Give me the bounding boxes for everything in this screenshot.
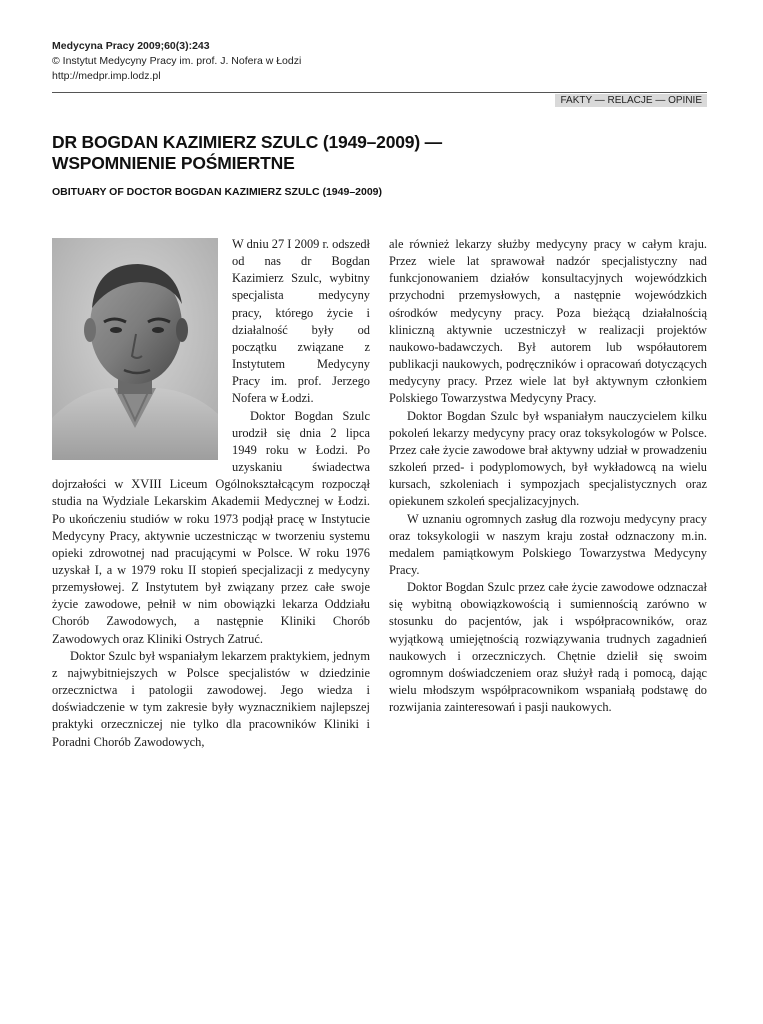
paragraph-1: W dniu 27 I 2009 r. odszedł od nas dr Bogdan Kazimierz Szulc, wybitny specjalista medycyny pracy, którego życie i działalność były od początku związane z Instytutem Medycyny Pracy im. prof. Jerzego Nofera w Łodzi. [232, 237, 370, 406]
header-rule [52, 92, 707, 93]
article-title-line1: DR BOGDAN KAZIMIERZ SZULC (1949–2009) — [52, 132, 442, 152]
journal-copyright: © Instytut Medycyny Pracy im. prof. J. Nofera w Łodzi [52, 55, 302, 67]
journal-header [52, 39, 301, 84]
portrait-photo-image [52, 238, 218, 460]
right-column [389, 236, 707, 716]
portrait-photo [52, 238, 218, 460]
paragraph-4: Doktor Bogdan Szulc był wspaniałym nauczycielem kilku pokoleń lekarzy medycyny pracy oraz toksykologów w Polsce. Przez całe życie zawodowe brał aktywny udział w prowadzeniu szkoleń przed- i podyplomowych, był wykładowcą na wielu kursach, szkoleniach i sympozjach specjalistycznych oraz opiekunem szkoleń specjalizacyjnych. [389, 408, 707, 509]
paragraph-5: W uznaniu ogromnych zasług dla rozwoju medycyny pracy oraz toksykologii w naszym kraju został odznaczony m.in. medalem pamiątkowym Polskiego Towarzystwa Medycyny Pracy. [389, 511, 707, 577]
paragraph-2: Doktor Bogdan Szulc urodził się dnia 2 lipca 1949 roku w Łodzi. Po uzyskaniu świadectwa dojrzałości w XVIII Liceum Ogólnokształcącym rozpoczął studia na Wydziale Lekarskim Akademii Medycznej w Łodzi. Po ukończeniu studiów w roku 1973 podjął pracę w Instytucie Medycyny Pracy, aktywnie uczestnicząc w tworzeniu systemu opieki zdrowotnej nad pracującymi w Polsce. W roku 1976 uzyskał I, a w 1979 roku II stopień specjalizacji z medycyny przemysłowej. Z Instytutem był związany przez całe swoje życie zawodowe, pełnił w nim obowiązki lekarza Oddziału Chorób Zawodowych, a następnie Kliniki Chorób Zawodowych oraz Kliniki Ostrych Zatruć. [52, 408, 370, 646]
paragraph-6: Doktor Bogdan Szulc przez całe życie zawodowe odznaczał się wybitną obowiązkowością i sumiennością zarówno w stosunku do pacjentów, jak i współpracowników, oraz wyjątkową umiejętnością rozwiązywania trudnych zagadnień naukowych i orzeczniczych. Chętnie dzielił się swoim ogromnym doświadczeniem oraz służył radą i pomocą, dając wielu młodszym współpracownikom wspaniałą podstawę do rozwijania zainteresowań i pasji naukowych. [389, 580, 707, 715]
journal-url[interactable]: http://medpr.imp.lodz.pl [52, 70, 161, 82]
left-column [52, 236, 370, 751]
paragraph-3: Doktor Szulc był wspaniałym lekarzem praktykiem, jednym z najwybitniejszych w Polsce specjalistów w dziedzinie orzecznictwa i patologii zawodowej. Jego wiedza i doświadczenie w tym zakresie były wyznacznikiem najlepszej praktyki orzeczniczej nie tylko dla pracowników Kliniki i Poradni Chorób Zawodowych, [52, 648, 370, 749]
paragraph-3-continued: ale również lekarzy służby medycyny pracy w całym kraju. Przez wiele lat sprawował nadzór specjalistyczny nad funkcjonowaniem działów konsultacyjnych wojewódzkich przychodni przemysłowych, a następnie wojewódzkich ośrodków medycyny pracy. Poza bieżącą działalnością kliniczną aktywnie uczestniczył w realizacji projektów naukowo-badawczych. Był autorem lub współautorem publikacji naukowych, podręczników i opracowań dotyczących medycyny pracy. Przez wiele lat był aktywnym członkiem Polskiego Towarzystwa Medycyny Pracy. [389, 237, 707, 406]
article-subtitle: OBITUARY OF DOCTOR BOGDAN KAZIMIERZ SZULC (1949–2009) [52, 186, 383, 198]
article-title-line2: WSPOMNIENIE POŚMIERTNE [52, 153, 295, 173]
section-tag: FAKTY — RELACJE — OPINIE [555, 94, 707, 107]
article-title [52, 132, 672, 174]
journal-citation: Medycyna Pracy 2009;60(3):243 [52, 40, 210, 52]
